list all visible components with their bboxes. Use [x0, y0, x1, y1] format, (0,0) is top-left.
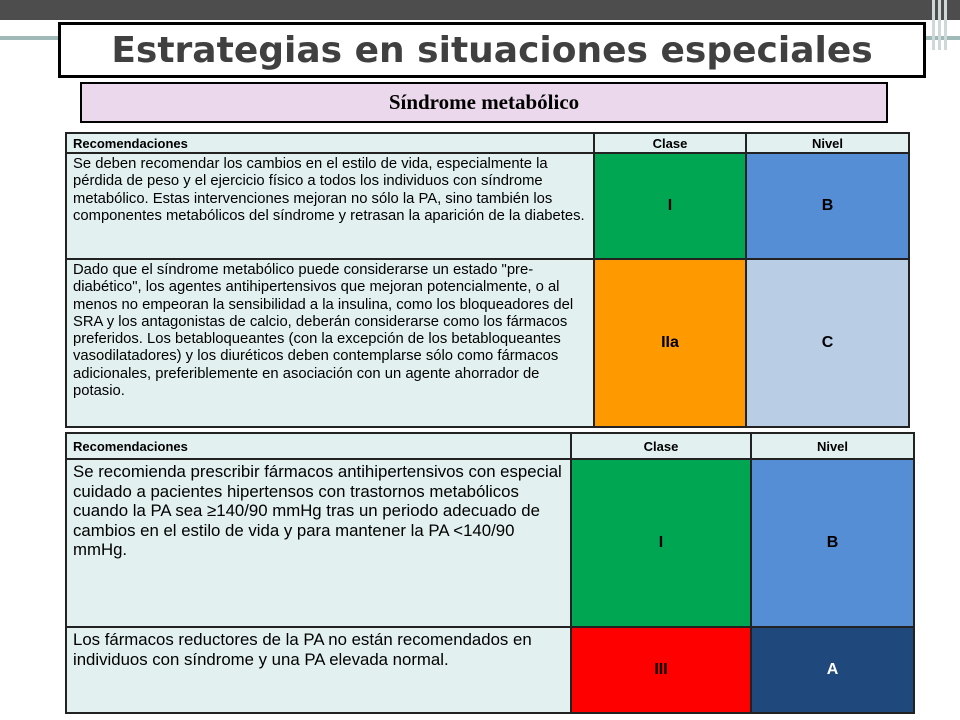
recommendation-text: Se deben recomendar los cambios en el estilo de vida, especialmente la pérdida de peso y el ejercicio físico a todos los individuos con síndrome metabólico. Estas intervenciones mejoran no sólo la PA, sino también los componentes metabólicos del síndrome y retrasan la aparición de la diabetes.: [66, 153, 594, 259]
decorative-stripe: [938, 0, 941, 50]
header-recomendaciones: Recomendaciones: [66, 133, 594, 153]
table-row: [66, 459, 914, 627]
recommendations-table-2: [65, 432, 915, 714]
recommendation-text: Se recomienda prescribir fármacos antihipertensivos con especial cuidado a pacientes hipertensos con trastornos metabólicos cuando la PA sea ≥140/90 mmHg tras un periodo adecuado de cambios en el estilo de vida y para mantener la PA <140/90 mmHg.: [66, 459, 571, 627]
slide-title: Estrategias en situaciones especiales: [58, 22, 926, 78]
recommendation-text: Los fármacos reductores de la PA no están recomendados en individuos con síndrome y una PA elevada normal.: [66, 627, 571, 713]
table-header-row: [66, 133, 909, 153]
header-recomendaciones: Recomendaciones: [66, 433, 571, 459]
table-row: [66, 259, 909, 427]
clase-cell: III: [571, 627, 751, 713]
clase-cell: I: [594, 153, 746, 259]
decorative-stripe: [944, 0, 947, 50]
table-row: [66, 627, 914, 713]
clase-cell: I: [571, 459, 751, 627]
nivel-cell: C: [746, 259, 909, 427]
slide-subtitle: Síndrome metabólico: [80, 82, 888, 123]
nivel-cell: B: [746, 153, 909, 259]
header-nivel: Nivel: [746, 133, 909, 153]
header-clase: Clase: [571, 433, 751, 459]
top-dark-bar: [0, 0, 960, 20]
recommendation-text: Dado que el síndrome metabólico puede considerarse un estado "pre-diabético", los agentes antihipertensivos que mejoran potencialmente, o al menos no empeoran la sensibilidad a la insulina, como los bloqueadores del SRA y los antagonistas de calcio, deberán considerarse como los fármacos preferidos. Los betabloqueantes (con la excepción de los betabloqueantes vasodilatadores) y los diuréticos deben contemplarse sólo como fármacos adicionales, preferiblemente en asociación con un agente ahorrador de potasio.: [66, 259, 594, 427]
nivel-cell: B: [751, 459, 914, 627]
nivel-cell: A: [751, 627, 914, 713]
recommendations-table-1: [65, 132, 910, 428]
clase-cell: IIa: [594, 259, 746, 427]
header-nivel: Nivel: [751, 433, 914, 459]
table-row: [66, 153, 909, 259]
table-header-row: [66, 433, 914, 459]
header-clase: Clase: [594, 133, 746, 153]
decorative-stripe: [932, 0, 935, 50]
